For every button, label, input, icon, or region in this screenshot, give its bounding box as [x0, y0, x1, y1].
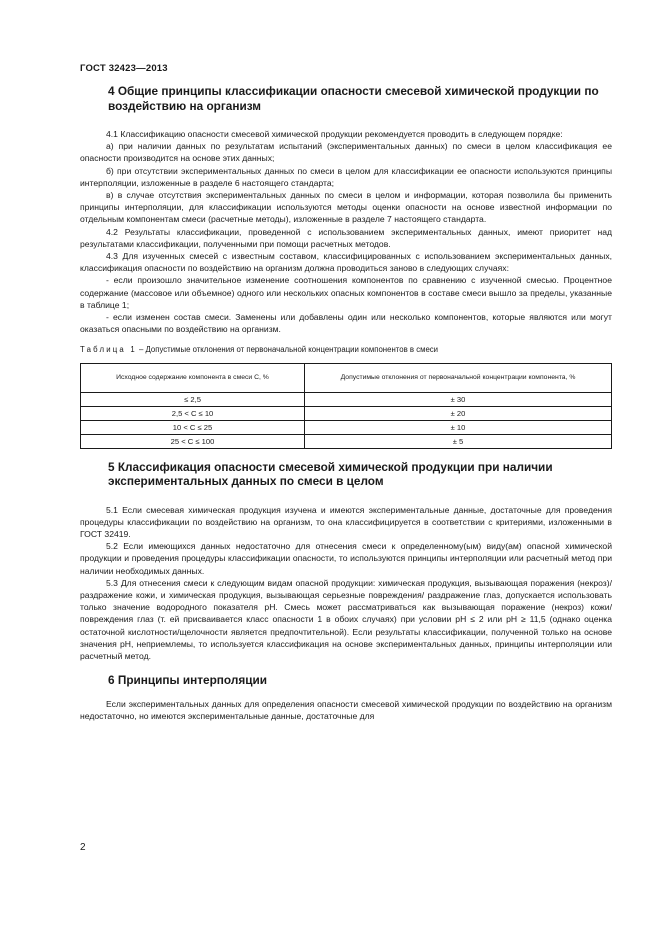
paragraph: 5.1 Если смесевая химическая продукция изучена и имеются экспериментальные данные, достаточные для проведения процедуры классификации по воздействию на организм, то она классифицируется в соответствии с критериями, изложенными в ГОСТ 32419. — [80, 504, 612, 540]
paragraph: 4.2 Результаты классификации, проведенной с использованием экспериментальных данных, имеют приоритет над результатами классификации, полученными при помощи расчетных методов. — [80, 226, 612, 249]
paragraph: - если изменен состав смеси. Заменены или добавлены один или несколько компонентов, которые являются или могут оказаться опасными по воздействию на организм. — [80, 312, 612, 335]
paragraph: 5.3 Для отнесения смеси к следующим видам опасной продукции: химическая продукция, вызывающая поражения (некроз)/раздражение кожи, и химическая продукция, вызывающая серьезные повреждения/ раздражение глаз, допускается использовать только значение водородного показателя pH. Смесь может рассматриваться как вызывающая поражение (некроз) кожи/повреждения глаз (т. ей присваивается класс опасности 1 в обоих случаях) при условии pH ≤ 2 или pH ≥ 11,5 (однако оценка остаточной кислотности/щелочности является предпочтительной). Если результаты классификации, полученной только на основе значения pH, неприемлемы, то используется классификация на основе экспериментальных данных, принципы интерполяции или расчетный метод. — [80, 577, 612, 662]
standard-header: ГОСТ 32423—2013 — [80, 63, 168, 74]
section-6-title: 6 Принципы интерполяции — [108, 673, 267, 688]
cell-content: 25 < C ≤ 100 — [81, 434, 305, 448]
paragraph: 4.3 Для изученных смесей с известным составом, классифицированных с использованием экспериментальных данных, классификация опасности по воздействию на организм должна проводиться заново в следующих случаях: — [80, 251, 612, 274]
cell-deviation: ± 30 — [305, 392, 612, 406]
column-header-deviation: Допустимые отклонения от первоначальной концентрации компонента, % — [305, 363, 612, 392]
paragraph: - если произошло значительное изменение соотношения компонентов по сравнению с изученной смесью. Процентное содержание (массовое или объемное) одного или нескольких опасных компонентов в составе смеси вышло за пределы, указанные в таблице 1; — [80, 275, 612, 310]
column-header-content: Исходное содержание компонента в смеси C, % — [81, 363, 305, 392]
paragraph: в) в случае отсутствия экспериментальных данных по смеси в целом и информации, которая позволила бы применить принципы интерполяции, для классификации используются методы оценки опасности на основе известной информации по отдельным компонентам смеси (расчетные методы), изложенные в разделе 7 настоящего стандарта. — [80, 190, 612, 225]
cell-deviation: ± 5 — [305, 434, 612, 448]
table-caption — [80, 344, 612, 356]
table-caption-text: – Допустимые отклонения от первоначальной концентрации компонентов в смеси — [136, 345, 439, 355]
page-number: 2 — [80, 842, 86, 853]
paragraph: Если экспериментальных данных для определения опасности смесевой химической продукции по воздействию на организм недостаточно, но имеются экспериментальные данные, достаточные для — [80, 698, 612, 721]
table-header-row — [81, 363, 612, 392]
paragraph: 4.1 Классификацию опасности смесевой химической продукции рекомендуется проводить в следующем порядке: — [106, 129, 563, 139]
cell-content: 10 < C ≤ 25 — [81, 420, 305, 434]
section-4-title: 4 Общие принципы классификации опасности смесевой химической продукции по воздействию на организм — [108, 84, 599, 113]
section-5-title: 5 Классификация опасности смесевой химической продукции при наличии экспериментальных данных по смеси в целом — [108, 459, 553, 489]
table-row — [81, 420, 612, 434]
table-caption-label: Таблица 1 — [80, 345, 137, 355]
paragraph: а) при наличии данных по результатам испытаний (экспериментальных данных) по смеси в целом классификация ее опасности производится на основе этих данных; — [80, 141, 612, 164]
table-row — [81, 406, 612, 420]
cell-content: 2,5 < C ≤ 10 — [81, 406, 305, 420]
paragraph: б) при отсутствии экспериментальных данных по смеси в целом для классификации ее опасности используются принципы интерполяции, изложенные в разделе 6 настоящего стандарта; — [80, 165, 612, 188]
paragraph: 5.2 Если имеющихся данных недостаточно для отнесения смеси к определенному(ым) виду(ам) опасной химической продукции и проведения процедуры классификации опасности, то используются принципы интерполяции или расчетный метод при наличии необходимых данных. — [80, 541, 612, 576]
table-row — [81, 434, 612, 448]
page-content — [80, 84, 612, 722]
tolerance-table — [80, 363, 612, 449]
cell-deviation: ± 10 — [305, 420, 612, 434]
table-row — [81, 392, 612, 406]
cell-content: ≤ 2,5 — [81, 392, 305, 406]
cell-deviation: ± 20 — [305, 406, 612, 420]
